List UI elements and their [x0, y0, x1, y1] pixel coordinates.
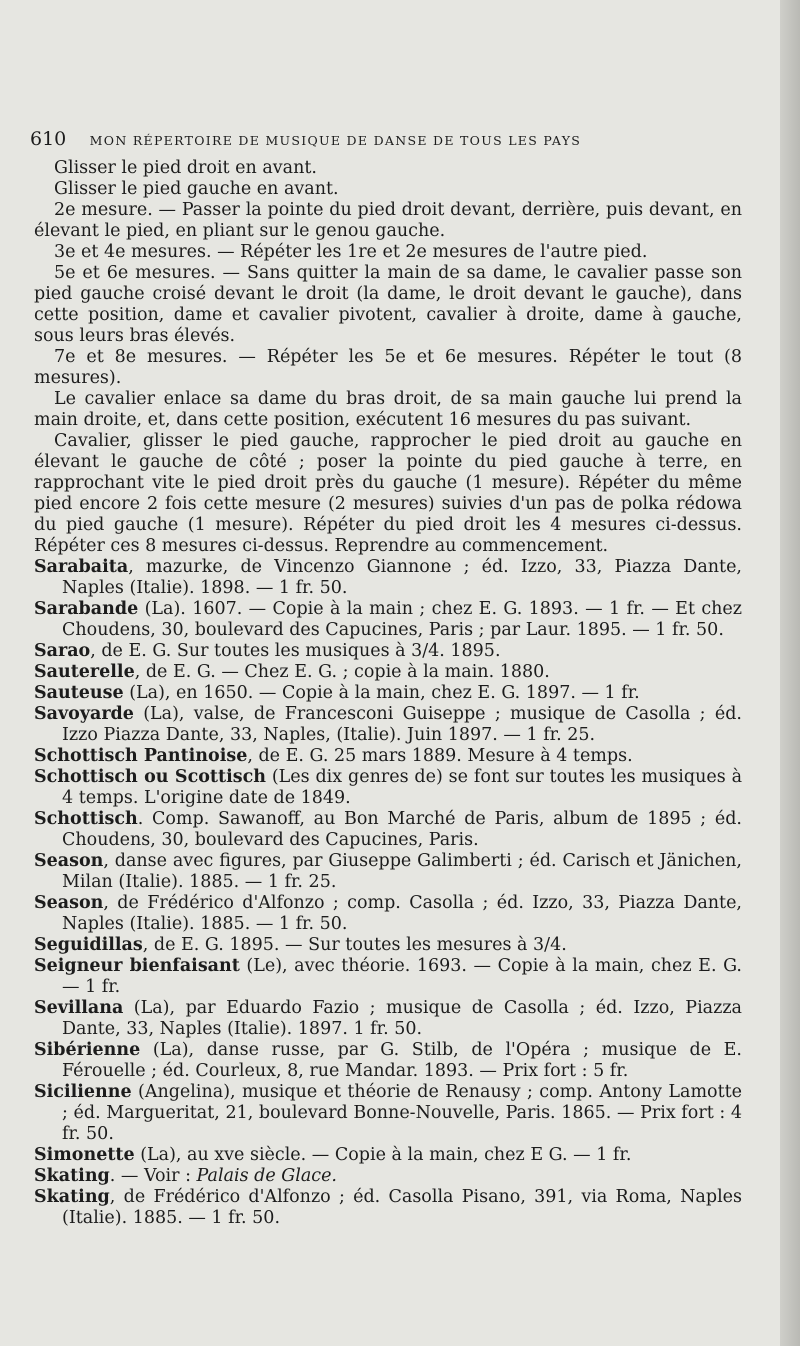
entry-title: Sauteuse	[34, 683, 124, 703]
entry-text: . Comp. Sawanoff, au Bon Marché de Paris, album de 1895 ; éd. Choudens, 30, boulevard des Capucines, Paris.	[62, 809, 742, 850]
entry-title: Schottisch ou Scottisch	[34, 767, 266, 787]
entry-title: Sibérienne	[34, 1040, 141, 1060]
instruction-paragraph: Cavalier, glisser le pied gauche, rapprocher le pied droit au gauche en élevant le gauche de côté ; poser la pointe du pied gauche à terre, en rapprochant vite le pied droit près du gauche (1 mesure). Répéter du même pied encore 2 fois cette mesure (2 mesures) suivies d'un pas de polka rédowa du pied gauche (1 mesure). Répéter du pied droit les 4 mesures ci-dessus. Répéter ces 8 mesures ci-dessus. Reprendre au commencement.	[34, 431, 742, 556]
instruction-paragraph: 3e et 4e mesures. — Répéter les 1re et 2e mesures de l'autre pied.	[54, 242, 648, 262]
running-header	[30, 128, 750, 150]
entry-text: , de Frédérico d'Alfonzo ; comp. Casolla ; éd. Izzo, 33, Piazza Dante, Naples (Italie). 1885. — 1 fr. 50.	[62, 893, 742, 934]
catalog-entry	[34, 1040, 742, 1082]
entry-title: Savoyarde	[34, 704, 134, 724]
entry-title: Sarabaita	[34, 557, 129, 577]
catalog-entry	[34, 1166, 742, 1187]
entry-title: Simonette	[34, 1145, 135, 1165]
entry-title: Sevillana	[34, 998, 124, 1018]
instruction-paragraph: Glisser le pied gauche en avant.	[54, 179, 339, 199]
catalog-entry	[34, 956, 742, 998]
page-body	[34, 158, 742, 1229]
catalog-entry	[34, 746, 742, 767]
entry-text: , de E. G. Sur toutes les musiques à 3/4. 1895.	[90, 641, 501, 661]
entry-title: Season	[34, 893, 104, 913]
entry-title: Schottisch	[34, 809, 138, 829]
catalog-entry	[34, 1082, 742, 1145]
entry-text: , de E. G. 1895. — Sur toutes les mesures à 3/4.	[142, 935, 567, 955]
catalog-entry	[34, 767, 742, 809]
catalog-entry	[34, 893, 742, 935]
entry-text: , de E. G. 25 mars 1889. Mesure à 4 temps.	[247, 746, 633, 766]
entry-text: (La), danse russe, par G. Stilb, de l'Opéra ; musique de E. Férouelle ; éd. Courleux, 8, rue Mandar. 1893. — Prix fort : 5 fr.	[62, 1040, 742, 1081]
catalog-entry	[34, 704, 742, 746]
entry-text: , de E. G. — Chez E. G. ; copie à la main. 1880.	[134, 662, 550, 682]
entry-text: (Les dix genres de) se font sur toutes les musiques à 4 temps. L'origine date de 1849.	[62, 767, 743, 808]
catalog-entry	[34, 599, 742, 641]
catalog-entry	[34, 1145, 742, 1166]
instruction-paragraph: 7e et 8e mesures. — Répéter les 5e et 6e mesures. Répéter le tout (8 mesures).	[34, 347, 742, 388]
catalog-entry	[34, 641, 742, 662]
entry-text: , danse avec figures, par Giuseppe Galimberti ; éd. Carisch et Jänichen, Milan (Italie). 1885. — 1 fr. 25.	[62, 851, 742, 892]
catalog-entry	[34, 662, 742, 683]
entry-text: (La), par Eduardo Fazio ; musique de Casolla ; éd. Izzo, Piazza Dante, 33, Naples (Italie). 1897. 1 fr. 50.	[62, 998, 742, 1039]
entry-text: (Le), avec théorie. 1693. — Copie à la main, chez E. G. — 1 fr.	[62, 956, 742, 997]
catalog-entry	[34, 557, 742, 599]
entry-text: , de Frédérico d'Alfonzo ; éd. Casolla Pisano, 391, via Roma, Naples (Italie). 1885. — 1 fr. 50.	[62, 1187, 742, 1228]
catalog-entry	[34, 851, 742, 893]
entry-text: (La). 1607. — Copie à la main ; chez E. G. 1893. — 1 fr. — Et chez Choudens, 30, boulevard des Capucines, Paris ; par Laur. 1895. — 1 fr. 50.	[62, 599, 742, 640]
entry-text: (Angelina), musique et théorie de Renausy ; comp. Antony Lamotte ; éd. Margueritat, 21, boulevard Bonne-Nouvelle, Paris. 1865. — Prix fort : 4 fr. 50.	[62, 1082, 742, 1144]
entry-title: Skating	[34, 1166, 110, 1186]
entry-title: Sauterelle	[34, 662, 135, 682]
running-title: MON RÉPERTOIRE DE MUSIQUE DE DANSE DE TOUS LES PAYS	[89, 133, 582, 148]
entry-title: Sarabande	[34, 599, 139, 619]
page-number: 610	[30, 128, 67, 150]
entry-title: Schottisch Pantinoise	[34, 746, 248, 766]
entry-title: Seguidillas	[34, 935, 143, 955]
entry-title: Season	[34, 851, 104, 871]
instruction-paragraph: 2e mesure. — Passer la pointe du pied droit devant, derrière, puis devant, en élevant le pied, en pliant sur le genou gauche.	[34, 200, 742, 241]
entry-cross-reference: Palais de Glace.	[196, 1166, 337, 1186]
instruction-paragraph: 5e et 6e mesures. — Sans quitter la main de sa dame, le cavalier passe son pied gauche croisé devant le droit (la dame, le droit devant le gauche), dans cette position, dame et cavalier pivotent, cavalier à droite, dame à gauche, sous leurs bras élevés.	[34, 263, 742, 346]
entry-title: Sicilienne	[34, 1082, 132, 1102]
entry-text: (La), au xve siècle. — Copie à la main, chez E G. — 1 fr.	[134, 1145, 632, 1165]
entry-text: (La), en 1650. — Copie à la main, chez E. G. 1897. — 1 fr.	[123, 683, 640, 703]
entry-text: (La), valse, de Francesconi Guiseppe ; musique de Casolla ; éd. Izzo Piazza Dante, 33, Naples, (Italie). Juin 1897. — 1 fr. 25.	[62, 704, 742, 745]
instruction-paragraph: Glisser le pied droit en avant.	[54, 158, 317, 178]
page-edge-shadow	[780, 0, 800, 1346]
entry-title: Seigneur bienfaisant	[34, 956, 240, 976]
catalog-entry	[34, 683, 742, 704]
catalog-entry	[34, 998, 742, 1040]
catalog-entry	[34, 1187, 742, 1229]
catalog-entry	[34, 809, 742, 851]
entry-text: , mazurke, de Vincenzo Giannone ; éd. Izzo, 33, Piazza Dante, Naples (Italie). 1898. — 1 fr. 50.	[62, 557, 742, 598]
entry-text: . — Voir :	[109, 1166, 197, 1186]
instruction-paragraph: Le cavalier enlace sa dame du bras droit, de sa main gauche lui prend la main droite, et, dans cette position, exécutent 16 mesures du pas suivant.	[34, 389, 742, 430]
entry-title: Skating	[34, 1187, 110, 1207]
entry-title: Sarao	[34, 641, 91, 661]
catalog-entry	[34, 935, 742, 956]
